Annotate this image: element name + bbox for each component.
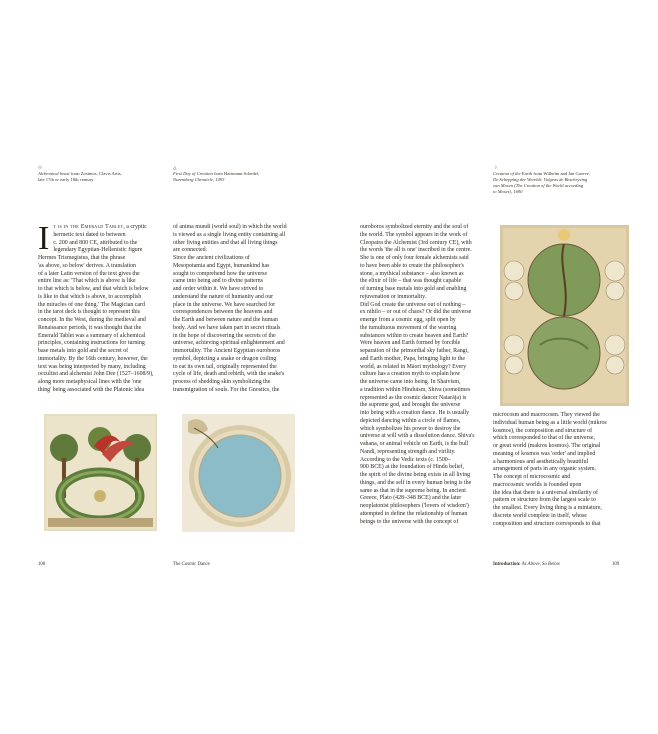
text-line: the words 'the all is one' inscribed in the centre.	[360, 247, 472, 254]
text-line: which symbolizes his power to destroy the	[360, 425, 461, 432]
body-column-4	[493, 412, 623, 528]
text-line: According to the Vedic texts (c. 1500–	[360, 456, 451, 463]
text-line: occultist and alchemist John Dee (1527–1608/9),	[38, 371, 154, 378]
text-line: concept. In the West, during the medieval and	[38, 317, 146, 323]
text-line: She is one of only four female alchemists said	[360, 255, 469, 261]
text-line: immortality. By the 16th century, however, the	[38, 355, 148, 362]
text-line: stone, a mythical substance – also known as	[360, 270, 464, 277]
text-line: Hermes Trismegistus, that the phrase	[38, 255, 126, 261]
caption-creation-of-the-earth: ☽ Creation of the Earth from Wilhelm and Jan Goeree, De Schepping der Wereldt: Volgens de Beschryving van Mosen (The Creation of the World according to Moses), 1690	[493, 165, 628, 195]
text-line: Since the ancient civilizations of	[173, 255, 250, 261]
text-line: neoplatonist philosophers ('lovers of wisdom')	[360, 503, 469, 509]
text-line: of turning base metals into gold and enabling	[360, 286, 467, 292]
text-line: ouroboros symbolized eternity and the soul of	[360, 224, 469, 230]
text-line: discrete world complete in itself, whose	[493, 512, 587, 519]
lead-in: t is in the Emerald Tablet	[53, 224, 124, 230]
text-line: which corresponded to that of the universe,	[493, 435, 595, 442]
text-line: vahana, or animal vehicle on Earth, is the bull	[360, 441, 469, 447]
text-line: the spirit of the divine being exists in all living	[360, 472, 471, 478]
caption-marker: ☉	[38, 165, 43, 170]
body-column-3	[360, 224, 490, 526]
text-line: The concept of microcosmic and	[493, 474, 571, 480]
text-line: came into being and to divine patterns	[173, 278, 263, 285]
text-line: kosmos), the composition and structure of	[493, 427, 593, 434]
text-line: entire line as: 'That which is above is like	[38, 278, 136, 285]
text-line: represented as the cosmic dancer Natarāja) is	[360, 394, 467, 401]
text-line: world, as related in Māori mythology? Every	[360, 363, 467, 370]
text-line: the miracles of one thing.' The Magician card	[38, 301, 145, 308]
text-line: the Earth and between nature and the human	[173, 317, 278, 323]
text-line: attempted to define the relationship of human	[360, 510, 468, 517]
text-line: Renaissance periods, it was thought that the	[38, 324, 142, 331]
left-running-title: The Cosmic Dance	[173, 562, 210, 567]
text-line: substances within to create heaven and Earth?	[360, 332, 469, 339]
text-line: body. And we have taken part in secret rituals	[173, 324, 281, 331]
column-1-text	[38, 220, 166, 395]
text-line: the idea that there is a universal similarity of	[493, 489, 599, 496]
text-line: understand the nature of humanity and our	[173, 293, 274, 300]
caption-title: Alchemical beast	[38, 171, 70, 176]
text-line: is like to that which is above, to accomplish	[38, 293, 142, 300]
text-line: principles, containing instructions for turning	[38, 340, 145, 347]
text-line: emerge from a cosmic egg, split open by	[360, 317, 456, 323]
creation-circle-image	[182, 414, 295, 532]
text-line: individual human being as a little world (mikros	[493, 419, 607, 426]
text-line: the supreme god, and brought the universe	[360, 402, 461, 409]
text-line: the smallest. Every living thing is a miniature,	[493, 505, 602, 511]
text-line: along more metaphysical lines with the 'one	[38, 379, 142, 385]
column-3-text	[360, 224, 490, 526]
text-line: same as that in the supreme being. In ancient	[360, 487, 466, 494]
text-line: transmigration of souls. For the Gnostics, the	[173, 386, 280, 393]
right-page-number: 109	[612, 562, 620, 567]
text-line: a harmonious and aesthetically beautiful	[493, 458, 589, 465]
text-line: microcosm and macrocosm. They viewed the	[493, 412, 600, 418]
text-line: Cleopatra the Alchemist (3rd century CE), with	[360, 239, 472, 246]
text-line: Were heaven and Earth formed by forcible	[360, 340, 461, 347]
text-line: 900 BCE) at the foundation of Hindu belief,	[360, 464, 465, 471]
text-line: the elixir of life – that was thought capable	[360, 278, 462, 285]
text-line: hermetic text dated to between	[53, 231, 126, 238]
text-line: c. 200 and 800 CE, attributed to the	[53, 239, 138, 246]
caption-marker: △	[173, 165, 177, 170]
text-line: to eat its own tail, originally represented the	[173, 363, 277, 370]
text-line: Did God create the universe out of nothing –	[360, 301, 466, 308]
text-line: things, and the self in every human being is the	[360, 479, 472, 486]
text-line: cycle of life, death and rebirth, with the snake's	[173, 371, 285, 378]
caption-first-day-of-creation: △ First Day of Creation from Hartmann Schedel, Nuremberg Chronicle, 1493	[173, 165, 293, 183]
text-line: and Earth mother, Papa, bringing light to the	[360, 355, 465, 362]
creation-of-the-earth-illustration	[500, 225, 629, 406]
text-line: immortality. The Ancient Egyptian ouroboros	[173, 348, 281, 354]
drop-cap: I	[38, 220, 50, 257]
text-line: process of shedding skin symbolizing the	[173, 379, 271, 385]
ouroboros-dragon-image	[44, 414, 157, 531]
text-line: the tumultuous movement of the warring	[360, 324, 457, 331]
body-column-2	[173, 224, 303, 395]
text-line: to have been able to create the philosopher's	[360, 262, 464, 269]
first-day-of-creation-illustration	[182, 414, 295, 532]
text-line: other living entities and that all living things	[173, 239, 278, 246]
text-line: 'as above, so below' derives. A translation	[38, 262, 136, 269]
text-line: pattern or structure from the largest scale to	[493, 497, 596, 504]
text-line: Nandi, representing strength and virility.	[360, 448, 456, 455]
caption-alchemical-beast: ☉ Alchemical beast from Zosimos, Clavis Artis, late 17th or early 18th century	[38, 165, 148, 183]
text-line: Emerald Tablet was a summary of alchemical	[38, 332, 146, 339]
text-line: place in the universe. We have searched for	[173, 301, 276, 308]
text-line: Mesopotamia and Egypt, humankind has	[173, 262, 270, 269]
text-line: and order within it. We have strived to	[173, 286, 264, 292]
text-line: of anima mundi (world soul) in which the world	[173, 224, 287, 230]
two-globes-image	[500, 225, 629, 406]
text-line: the world. The symbol appears in the work of	[360, 231, 468, 238]
text-line: sought to comprehend how the universe	[173, 270, 268, 277]
text-line: rejuvenation or immortality.	[360, 293, 427, 300]
text-line: a tradition within Hinduism, Shiva (sometimes	[360, 386, 471, 393]
text-line: the universe came into being. In Shaivism,	[360, 379, 461, 385]
body-column-1	[38, 220, 166, 395]
text-line: t is in the Emerald Tablet, a cryptic	[53, 224, 147, 230]
text-line: into being with a creation dance. He is usually	[360, 410, 470, 416]
text-line: culture has a creation myth to explain how	[360, 371, 461, 378]
column-4-text	[493, 412, 623, 528]
text-line: correspondences between the heavens and	[173, 309, 273, 316]
text-line: depicted dancing within a circle of flames,	[360, 417, 461, 424]
text-line: base metals into gold and the secret of	[38, 348, 129, 354]
alchemical-beast-illustration	[44, 414, 157, 531]
left-page-number: 108	[38, 562, 46, 567]
text-line: universe, achieving spiritual enlightenment and	[173, 340, 285, 347]
text-line: universe at will with a dissolution dance. Shiva's	[360, 433, 475, 440]
text-line: legendary Egyptian-Hellenistic figure	[53, 247, 143, 254]
text-line: is viewed as a single living entity containing all	[173, 231, 286, 238]
text-line: composition and structure corresponds to that	[493, 520, 601, 527]
text-line: meaning of kosmos was 'order' and implied	[493, 450, 596, 457]
text-line: macrocosmic worlds is founded upon	[493, 481, 582, 488]
text-line: ex nihilo – or out of chaos? Or did the universe	[360, 309, 472, 316]
text-line: thing' being associated with the Platonic idea	[38, 386, 145, 393]
text-line: or great world (makros kosmos). The original	[493, 443, 601, 449]
text-line: separation of the primordial sky father, Rangi,	[360, 348, 469, 354]
text-line: beings to the universe with the concept of	[360, 518, 459, 525]
text-line: to that which is below, and that which is below	[38, 286, 149, 292]
text-line: arrangement of parts in any organic system.	[493, 466, 597, 473]
text-line: text was being interpreted by many, including	[38, 363, 146, 370]
text-line: symbol, depicting a snake or dragon coiling	[173, 355, 277, 362]
caption-title: Creation of the Earth	[493, 171, 533, 176]
text-line: are connected.	[173, 247, 208, 254]
text-line: Greece, Plato (428–348 BCE) and the later	[360, 495, 462, 502]
column-2-text	[173, 224, 303, 395]
caption-marker: ☽	[493, 165, 498, 170]
text-line: in the tarot deck is thought to represent this	[38, 309, 141, 316]
caption-title: First Day of Creation	[173, 171, 213, 176]
right-running-title: Introduction: As Above, So Below	[493, 562, 561, 567]
text-line: in the hope of discovering the secrets of the	[173, 332, 276, 339]
text-line: of a later Latin version of the text gives the	[38, 270, 140, 277]
